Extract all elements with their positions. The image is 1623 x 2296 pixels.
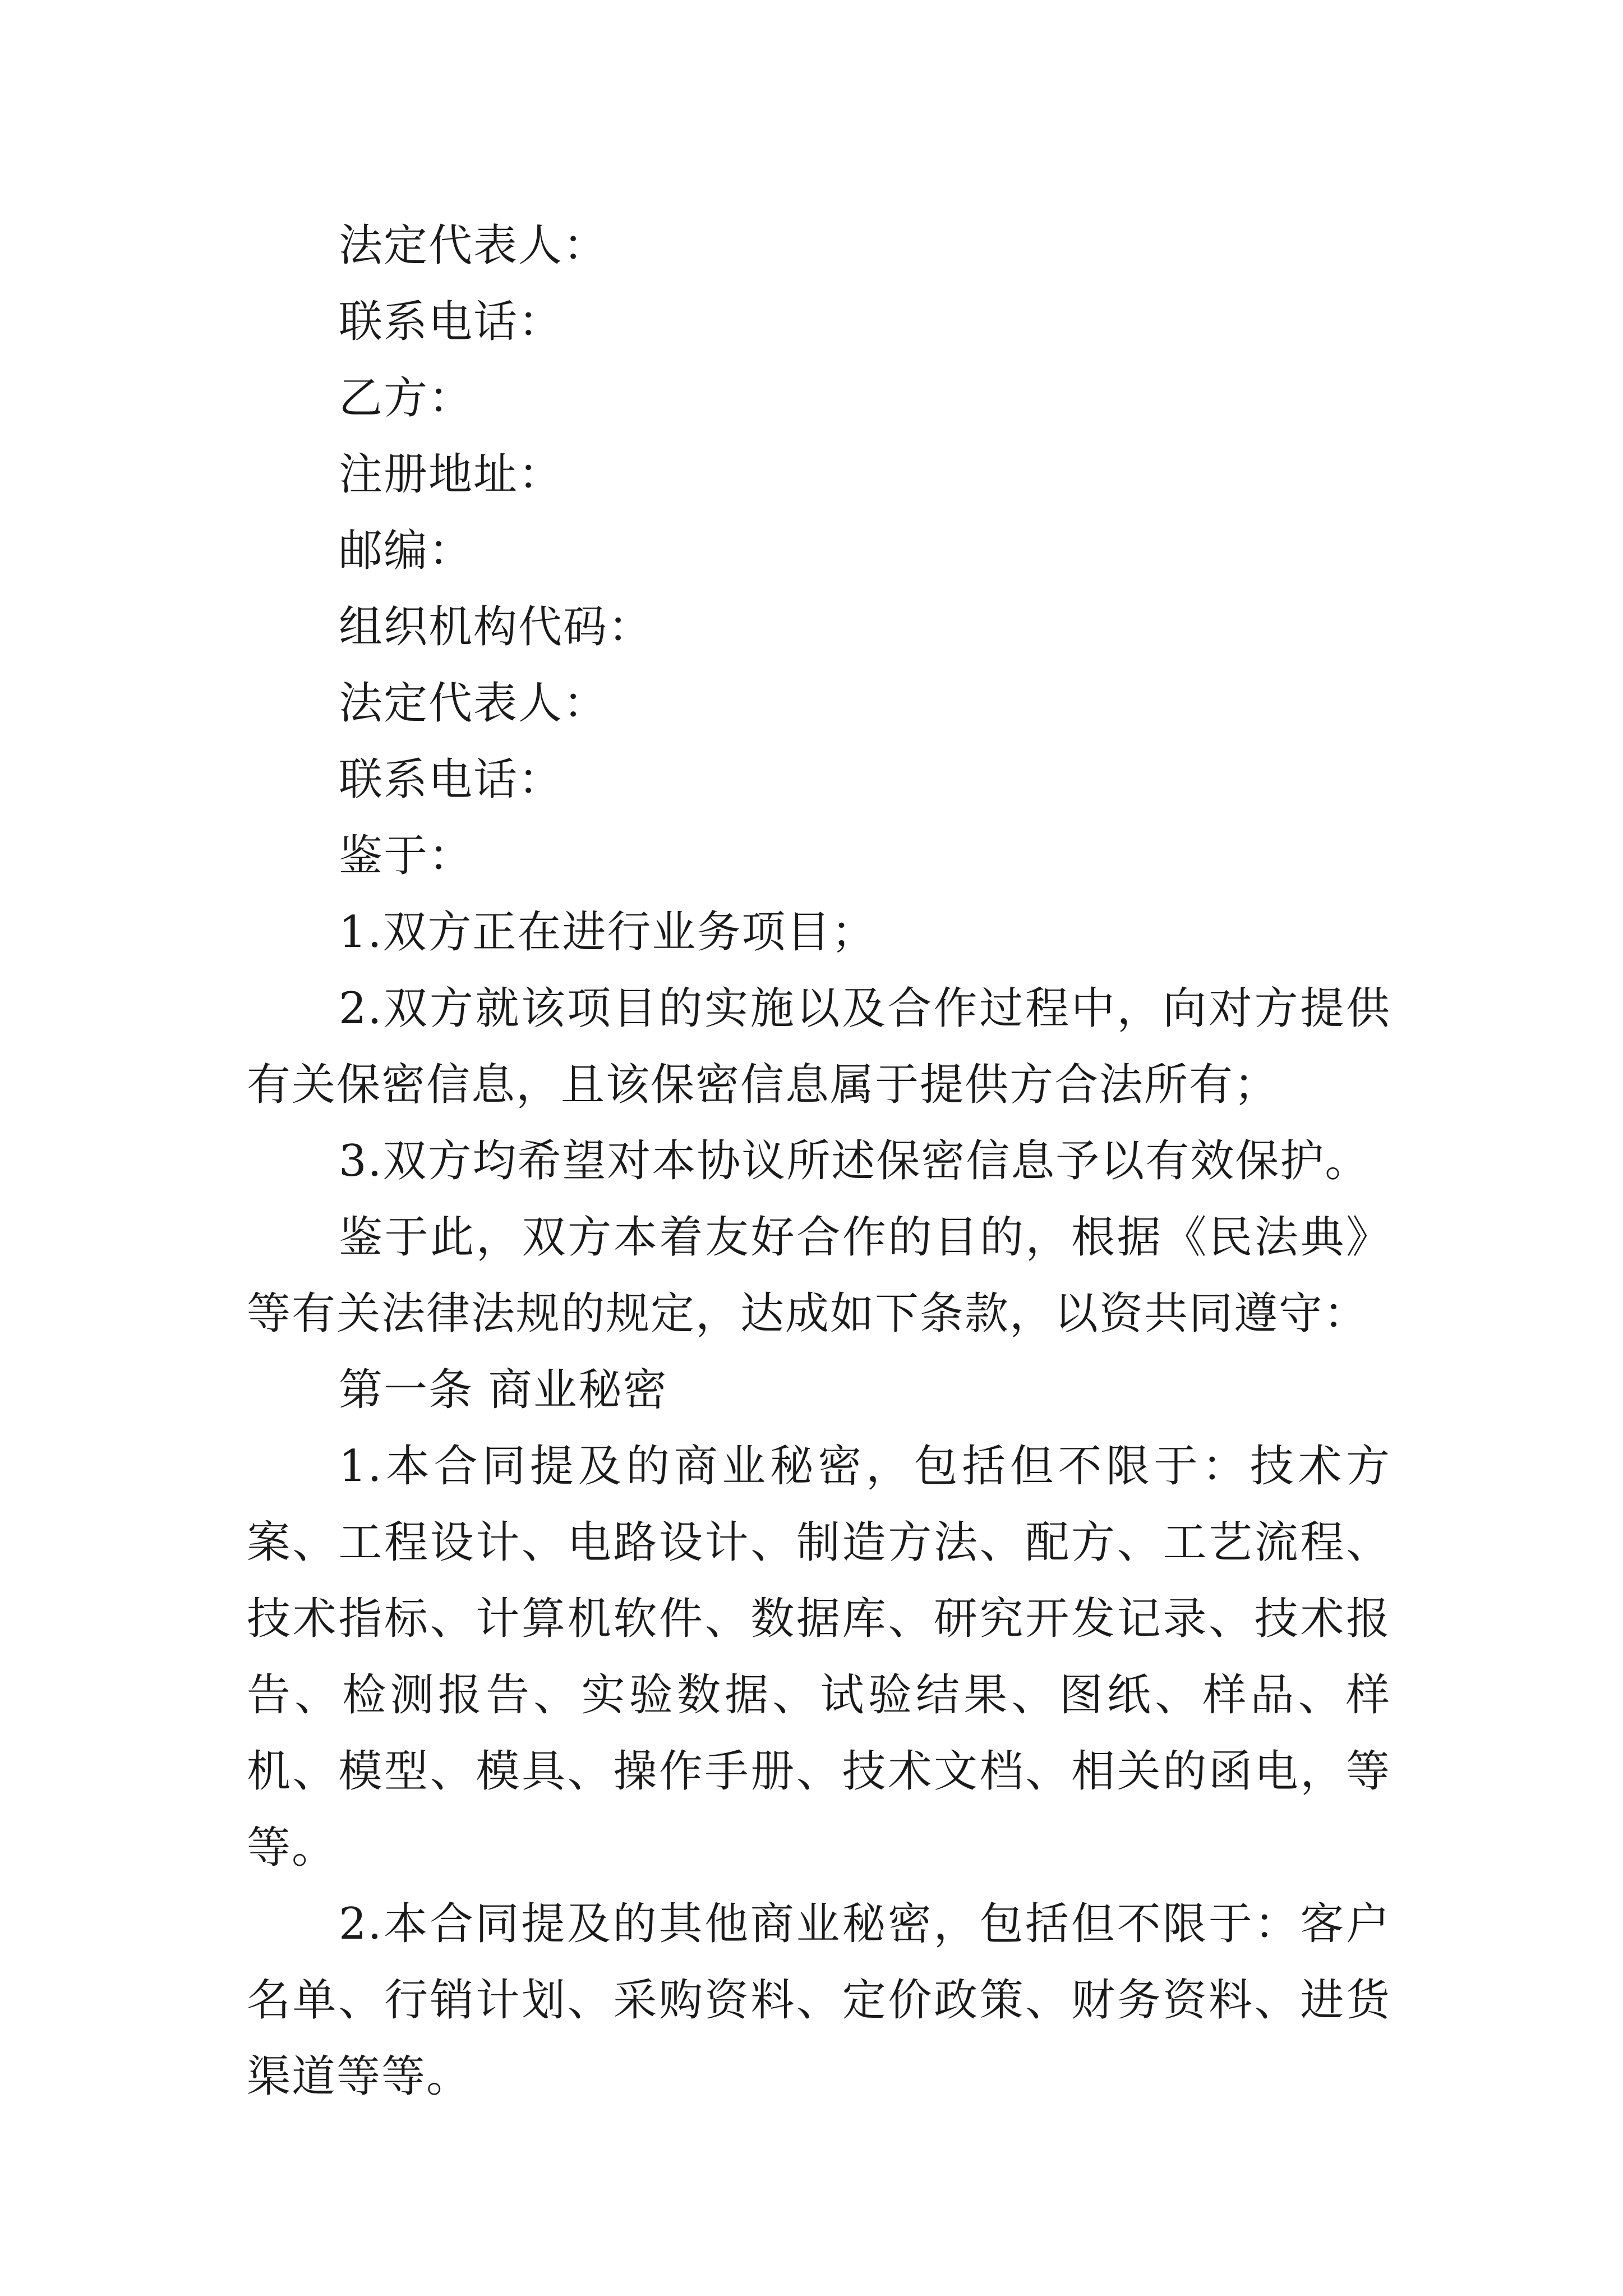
party-b-contact-phone-line: 联系电话： bbox=[339, 754, 564, 805]
party-b-line: 乙方： bbox=[339, 373, 474, 424]
whereas-item-3: 3.双方均希望对本协议所述保密信息予以有效保护。 bbox=[339, 1136, 1370, 1186]
legal-representative-line: 法定代表人： bbox=[339, 220, 608, 271]
contact-phone-line: 联系电话： bbox=[339, 297, 564, 347]
postcode-line: 邮编： bbox=[339, 526, 474, 576]
organization-code-line: 组织机构代码： bbox=[339, 602, 653, 652]
article-1-clause-1: 1.本合同提及的商业秘密，包括但不限于：技术方案、工程设计、电路设计、制造方法、配方、工艺流程、技术指标、计算机软件、数据库、研究开发记录、技术报告、检测报告、实验数据、试验结果、图纸、样品、样机、模型、模具、操作手册、技术文档、相关的函电，等等。 bbox=[247, 1441, 1391, 1873]
whereas-item-2: 2.双方就该项目的实施以及合作过程中，向对方提供有关保密信息，且该保密信息属于提供方合法所有； bbox=[247, 983, 1391, 1110]
whereas-item-1: 1.双方正在进行业务项目； bbox=[339, 907, 877, 958]
article-1-clause-2: 2.本合同提及的其他商业秘密，包括但不限于：客户名单、行销计划、采购资料、定价政策、财务资料、进货渠道等等。 bbox=[247, 1899, 1391, 2102]
document-body bbox=[247, 208, 1391, 2115]
whereas-heading: 鉴于： bbox=[339, 831, 474, 881]
party-b-legal-representative-line: 法定代表人： bbox=[339, 678, 608, 729]
agreement-preamble: 鉴于此，双方本着友好合作的目的，根据《民法典》等有关法律法规的规定，达成如下条款，以资共同遵守： bbox=[247, 1212, 1391, 1339]
registered-address-line: 注册地址： bbox=[339, 449, 564, 500]
article-1-heading: 第一条 商业秘密 bbox=[339, 1365, 668, 1415]
